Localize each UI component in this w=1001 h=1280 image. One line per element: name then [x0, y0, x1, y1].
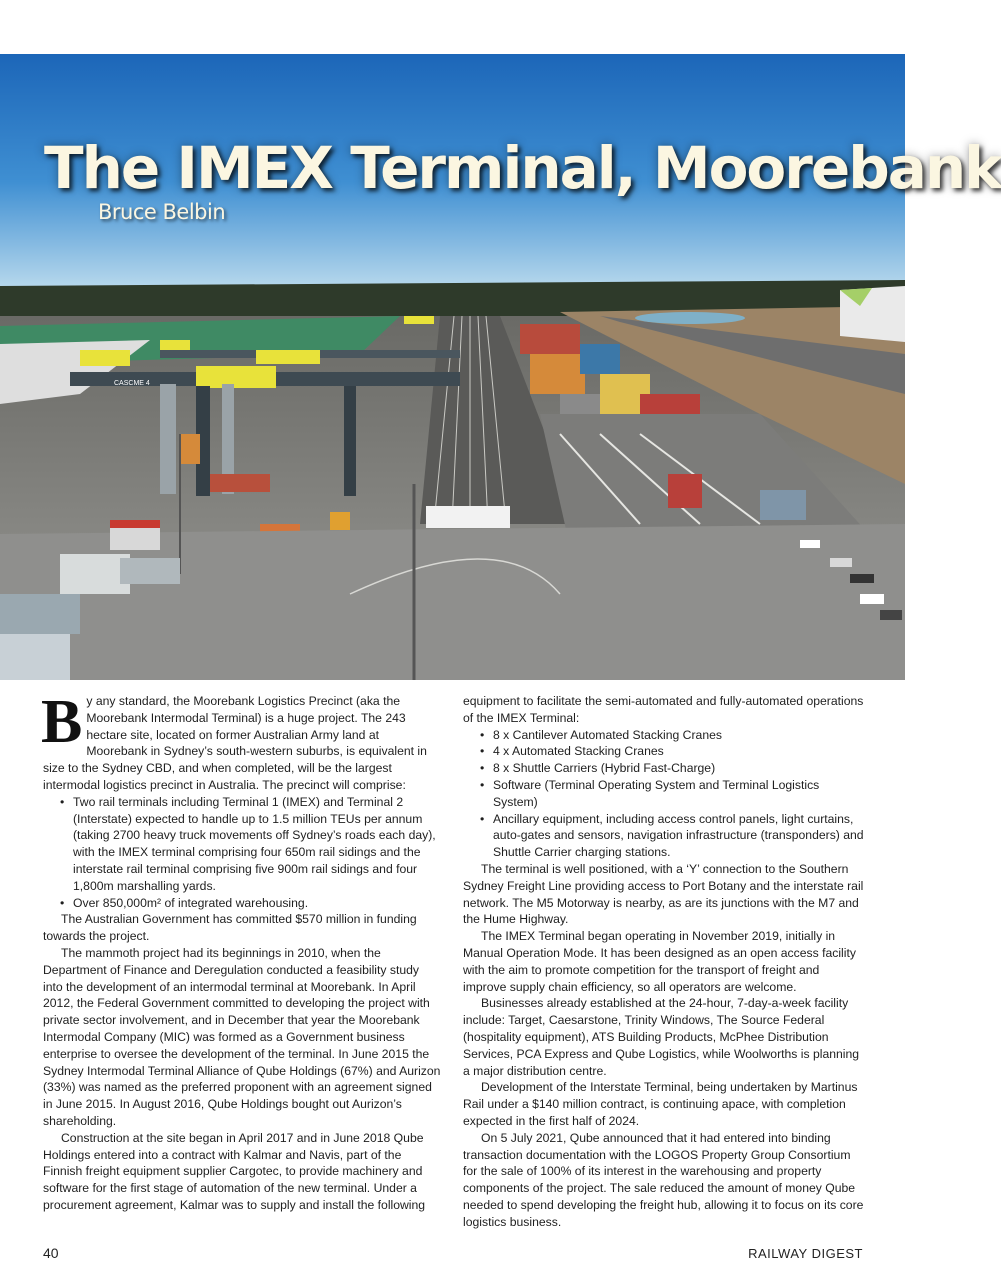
hero-photo: [0, 54, 1001, 680]
paragraph-funding: The Australian Government has committed $570 million in funding towards the project.: [43, 912, 417, 944]
page-number: 40: [43, 1245, 59, 1261]
paragraph-businesses: Businesses already established at the 24-hour, 7-day-a-week facility include: Target, Caesarstone, Trinity Windows, The Source Federal (hospitality equipment), ATS Building Products, McPhee Distribution Services, PCA Express and Qube Logistics, while Woolworths is planning a major distribution centre.: [463, 996, 860, 1078]
paragraph-equipment-intro: equipment to facilitate the semi-automated and fully-automated operations of the IMEX Terminal:: [463, 694, 864, 725]
magazine-name: RAILWAY DIGEST: [748, 1246, 863, 1261]
list-item: • 4 x Automated Stacking Cranes: [463, 743, 865, 760]
pond: [635, 312, 745, 324]
list-item: • Over 850,000m² of integrated warehousing.: [43, 895, 441, 912]
list-item: • Two rail terminals including Terminal 1 (IMEX) and Terminal 2 (Interstate) expected to handle up to 1.5 million TEUs per annum (taking 2700 heavy truck movements off Sydney’s roads each day), with the IMEX terminal comprising four 650m rail sidings and the interstate rail terminal comprising five 900m rail sidings and four 1,800m marshalling yards.: [43, 794, 441, 895]
paragraph-operations: The IMEX Terminal began operating in November 2019, initially in Manual Operation Mode. It has been designed as an open access facility with the aim to promote competition for the transport of freight and improve supply chain efficiency, so all operators are welcome.: [463, 929, 856, 994]
paragraph-interstate: Development of the Interstate Terminal, being undertaken by Martinus Rail under a $140 million contract, is continuing apace, with completion expected in the first half of 2024.: [463, 1080, 858, 1128]
list-item: • Ancillary equipment, including access control panels, light curtains, auto-gates and sensors, navigation infrastructure (transponders) and Shuttle Carrier charging stations.: [463, 811, 865, 861]
paragraph-sale: On 5 July 2021, Qube announced that it had entered into binding transaction documentation with the LOGOS Property Group Consortium for the sale of 100% of its interest in the warehousing and property components of the project. The sale reduced the amount of money Qube needed to spend developing the freight hub, allowing it to focus on its core logistics business.: [463, 1130, 864, 1229]
paragraph-history: The mammoth project had its beginnings in 2010, when the Department of Finance and Deregulation conducted a feasibility study into the development of an intermodal terminal at Moorebank. In April 2012, the Federal Government committed to developing the project with private sector involvement, and in December that year the Moorebank Intermodal Company (MIC) was formed as a Government business enterprise to oversee the development of the terminal. In June 2015 the Sydney Intermodal Terminal Alliance of Qube Holdings (67%) and Aurizon (33%) was named as the preferred proponent with an agreement signed in June 2015. In August 2016, Qube Holdings bought out Aurizon’s shareholding.: [43, 945, 441, 1128]
article-title: The IMEX Terminal, Moorebank: [44, 134, 1001, 202]
paragraph-construction: Construction at the site began in April 2017 and in June 2018 Qube Holdings entered into a contract with Kalmar and Navis, part of the Finnish freight equipment supplier Cargotec, to provide machinery and software for the first stage of automation of the new terminal. Under a procurement agreement, Kalmar was to supply and install the following: [43, 1130, 426, 1212]
article-column-right: [463, 693, 865, 1231]
equipment-list: [463, 727, 865, 861]
article-column-left: [41, 688, 441, 1214]
precinct-list: [43, 794, 441, 912]
paragraph-location: The terminal is well positioned, with a ‘Y’ connection to the Southern Sydney Freight Line providing access to Port Botany and the interstate rail network. The M5 Motorway is nearby, as are its junctions with the M7 and the Hume Highway.: [463, 861, 864, 927]
article-author: Bruce Belbin: [98, 200, 226, 224]
intro-text: y any standard, the Moorebank Logistics Precinct (aka the Moorebank Intermodal Terminal) is a huge project. The 243 hectare site, located on former Australian Army land at Moorebank in Sydney’s south-western suburbs, is equivalent in size to the Sydney CBD, and when completed, will be the largest intermodal logistics precinct in Australia. The precinct will comprise:: [43, 694, 427, 792]
list-item: • Software (Terminal Operating System and Terminal Logistics System): [463, 777, 865, 811]
list-item: • 8 x Cantilever Automated Stacking Cranes: [463, 727, 865, 744]
gantry-label: CASCME 4: [114, 380, 150, 387]
list-item: • 8 x Shuttle Carriers (Hybrid Fast-Charge): [463, 760, 865, 777]
intro-paragraph: [41, 688, 441, 794]
drop-cap: B: [41, 688, 83, 756]
